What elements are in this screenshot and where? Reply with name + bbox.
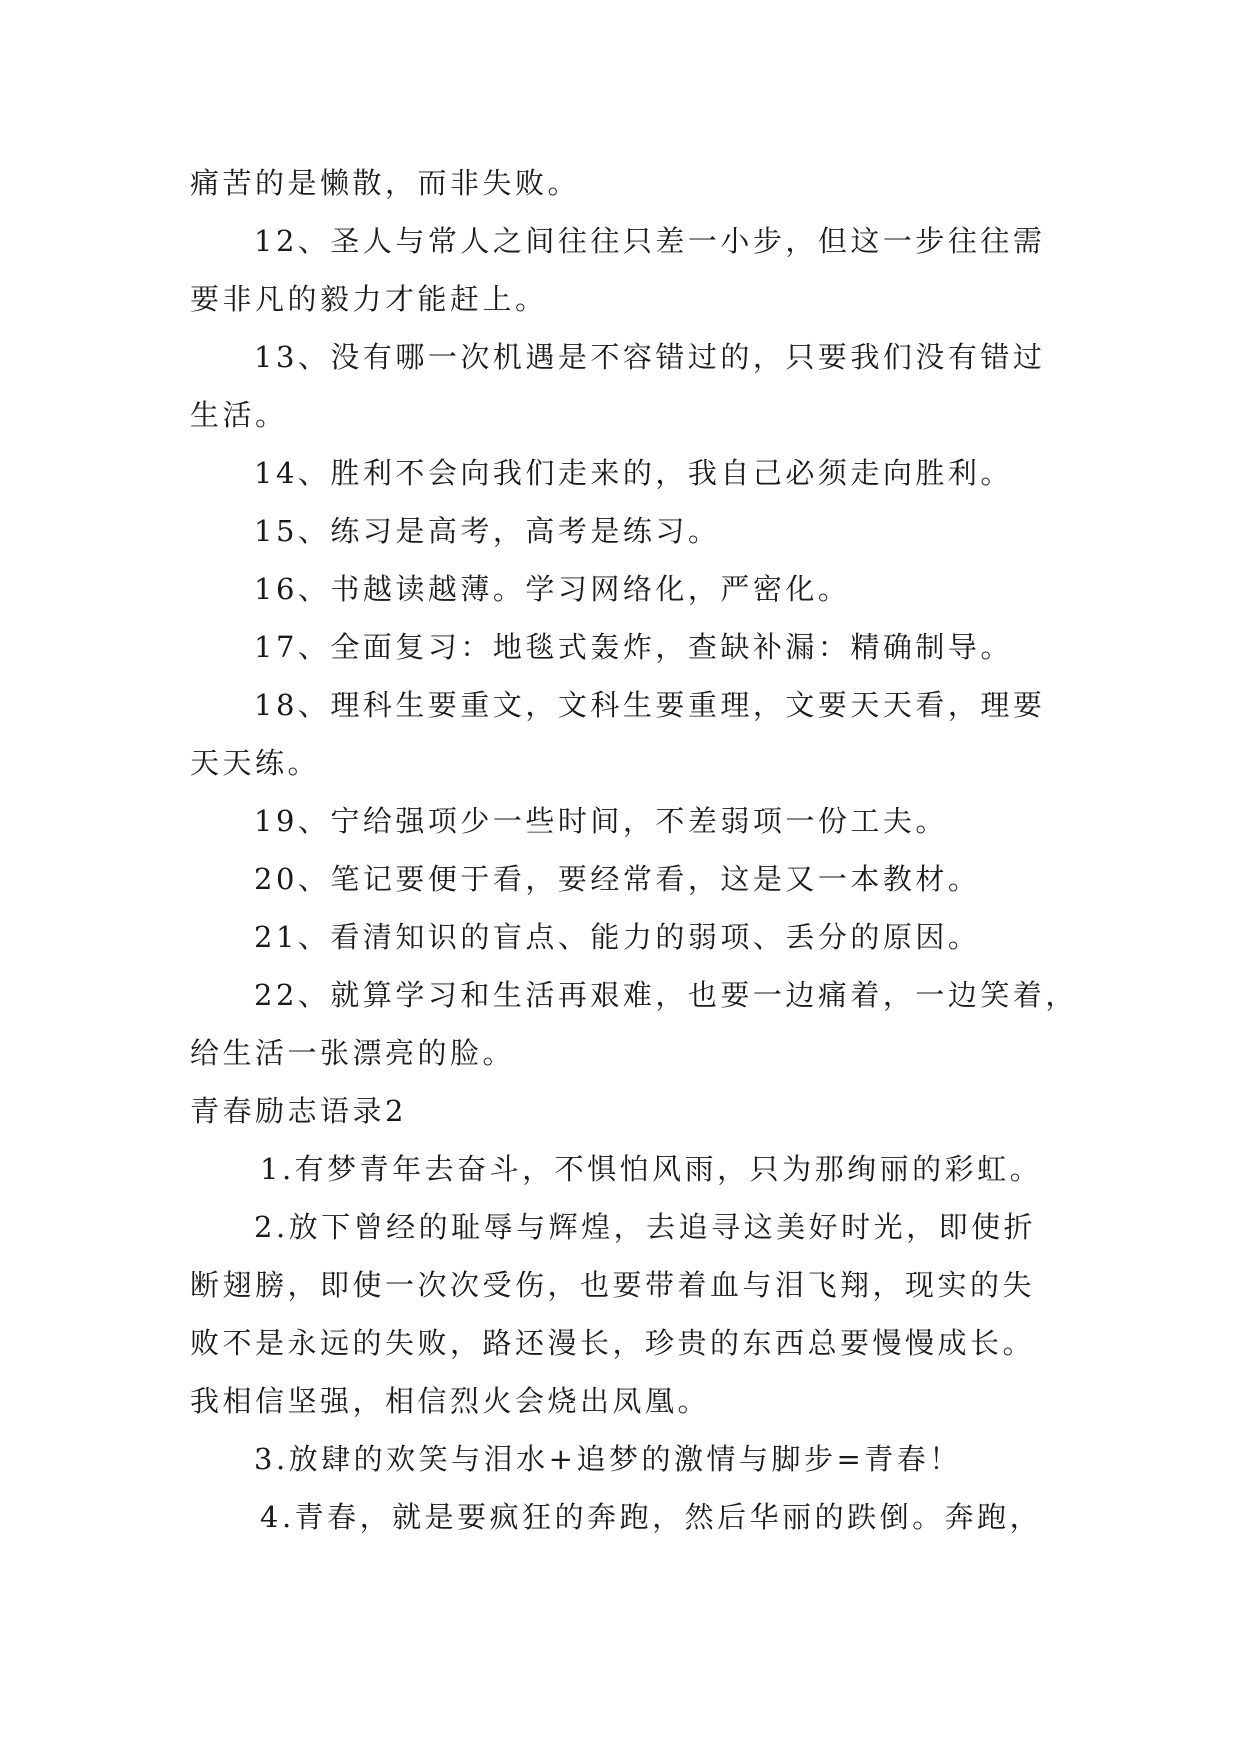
text-line: 要非凡的毅力才能赶上。 (190, 282, 548, 316)
list-item-4: 4.青春，就是要疯狂的奔跑，然后华丽的跌倒。奔跑， (260, 1500, 1043, 1534)
text-line: 天天练。 (190, 746, 321, 780)
list-item-3: 3.放肆的欢笑与泪水+追梦的激情与脚步=青春！ (254, 1442, 962, 1476)
text-line: 给生活一张漂亮的脸。 (190, 1036, 516, 1070)
list-item-16: 16、书越读越薄。学习网络化，严密化。 (254, 572, 851, 606)
text-line: 生活。 (190, 398, 288, 432)
list-item-17: 17、全面复习：地毯式轰炸，查缺补漏：精确制导。 (254, 630, 1013, 664)
list-item-21: 21、看清知识的盲点、能力的弱项、丢分的原因。 (254, 920, 981, 954)
list-item-15: 15、练习是高考，高考是练习。 (254, 514, 721, 548)
list-item-14: 14、胜利不会向我们走来的，我自己必须走向胜利。 (254, 456, 1013, 490)
list-item-18: 18、理科生要重文，文科生要重理，文要天天看，理要 (254, 688, 1046, 722)
section-heading: 青春励志语录2 (190, 1094, 407, 1128)
text-line: 我相信坚强，相信烈火会烧出凤凰。 (190, 1384, 711, 1418)
text-line: 痛苦的是懒散，而非失败。 (190, 166, 581, 200)
list-item-1: 1.有梦青年去奋斗，不惧怕风雨，只为那绚丽的彩虹。 (260, 1152, 1043, 1186)
document-body (190, 154, 1078, 1546)
list-item-12: 12、圣人与常人之间往往只差一小步，但这一步往往需 (254, 224, 1046, 258)
list-item-22: 22、就算学习和生活再艰难，也要一边痛着，一边笑着， (254, 978, 1078, 1012)
list-item-20: 20、笔记要便于看，要经常看，这是又一本教材。 (254, 862, 981, 896)
text-line: 败不是永远的失败，路还漫长，珍贵的东西总要慢慢成长。 (190, 1326, 1036, 1360)
text-line: 断翅膀，即使一次次受伤，也要带着血与泪飞翔，现实的失 (190, 1268, 1036, 1302)
list-item-2: 2.放下曾经的耻辱与辉煌，去追寻这美好时光，即使折 (254, 1210, 1037, 1244)
list-item-13: 13、没有哪一次机遇是不容错过的，只要我们没有错过 (254, 340, 1046, 374)
list-item-19: 19、宁给强项少一些时间，不差弱项一份工夫。 (254, 804, 948, 838)
